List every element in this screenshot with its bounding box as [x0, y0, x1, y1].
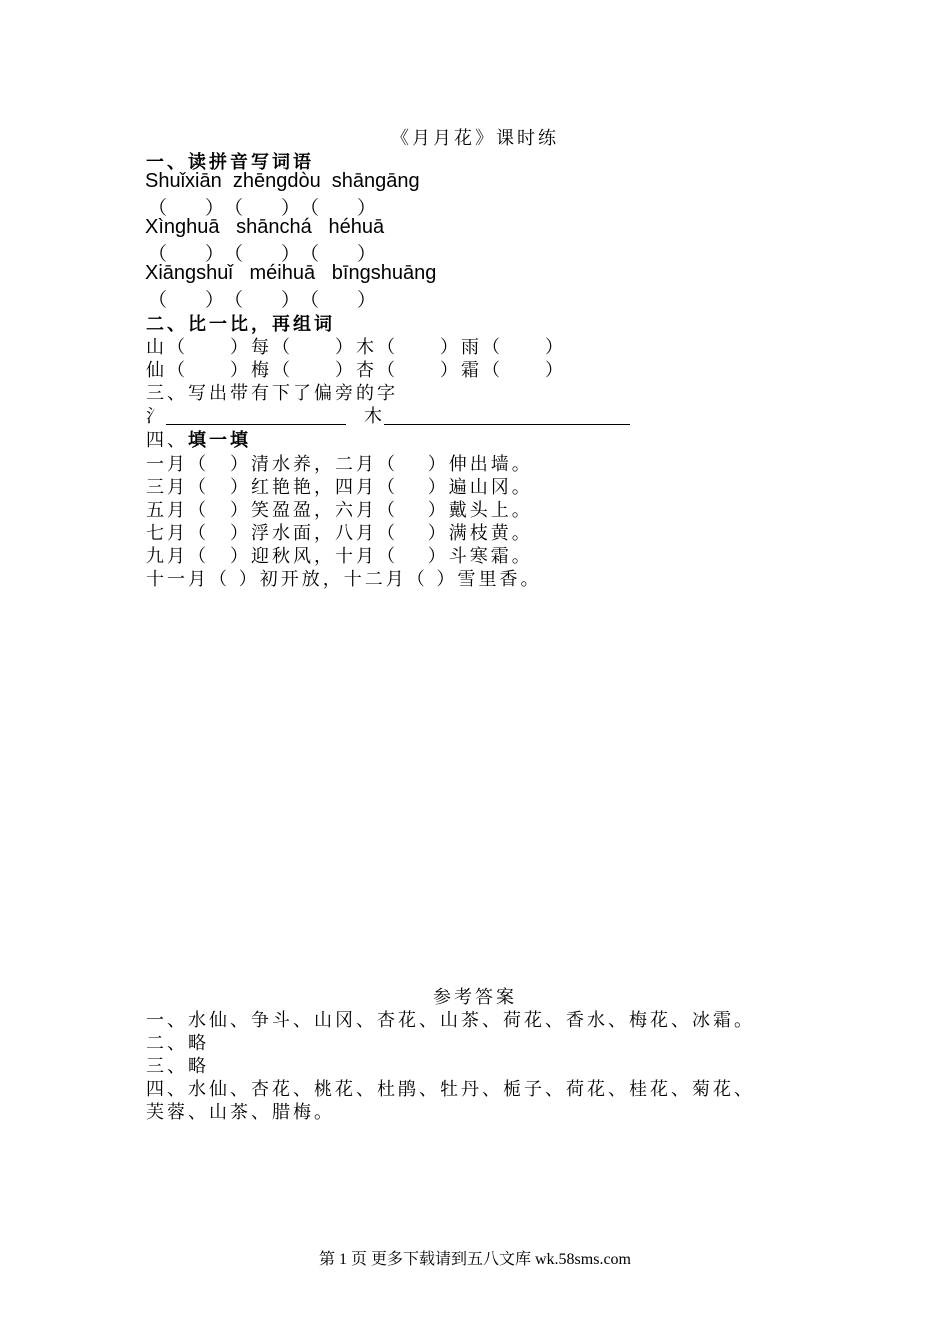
- fill-line-1: 一月（ ）清水养，二月（ ）伸出墙。: [146, 454, 533, 475]
- answer-line-4: 四、水仙、杏花、桃花、杜鹃、牡丹、栀子、荷花、桂花、菊花、: [146, 1079, 755, 1100]
- section2-heading: 二、比一比，再组词: [146, 314, 335, 335]
- answer-blanks-row-2: （ ） （ ） （ ）: [148, 243, 377, 265]
- fill-line-6: 十一月（ ）初开放，十二月（ ）雪里香。: [146, 569, 542, 590]
- section4-heading-prefix: 四、: [146, 430, 188, 451]
- pinyin-line-2: Xìnghuā shānchá héhuā: [145, 216, 385, 238]
- radical-water-label: 氵: [146, 406, 167, 427]
- answer-line-1: 一、水仙、争斗、山冈、杏花、山茶、荷花、香水、梅花、冰霜。: [146, 1010, 755, 1031]
- fill-line-4: 七月（ ）浮水面，八月（ ）满枝黄。: [146, 523, 533, 544]
- answer-blanks-row-3: （ ） （ ） （ ）: [148, 289, 377, 311]
- radical-wood-label: 木: [364, 406, 385, 427]
- section3-heading: 三、写出带有下了偏旁的字: [146, 383, 398, 404]
- pinyin-line-3: Xiāngshuǐ méihuā bīngshuāng: [145, 262, 437, 284]
- section4-heading: [146, 426, 251, 452]
- section1-heading: 一、读拼音写词语: [146, 152, 314, 173]
- radical-wood-answer-line: [384, 424, 630, 425]
- answers-title: 参考答案: [433, 987, 517, 1008]
- section4-heading-main: 填一填: [188, 430, 251, 451]
- fill-line-3: 五月（ ）笑盈盈，六月（ ）戴头上。: [146, 500, 533, 521]
- compare-row-1: 山（ ）每（ ）木（ ）雨（ ）: [146, 337, 566, 358]
- answer-blanks-row-1: （ ） （ ） （ ）: [148, 197, 377, 219]
- page-footer: 第 1 页 更多下载请到五八文库 wk.58sms.com: [318, 1251, 631, 1268]
- radical-water-answer-line: [166, 424, 346, 425]
- compare-row-2: 仙（ ）梅（ ）杏（ ）霜（ ）: [146, 360, 566, 381]
- pinyin-line-1: Shuǐxiān zhēngdòu shāngāng: [145, 170, 420, 192]
- fill-line-5: 九月（ ）迎秋风，十月（ ）斗寒霜。: [146, 546, 533, 567]
- answer-line-3: 三、略: [146, 1056, 209, 1077]
- answer-line-2: 二、略: [146, 1033, 209, 1054]
- fill-line-2: 三月（ ）红艳艳，四月（ ）遍山冈。: [146, 477, 533, 498]
- answer-line-5: 芙蓉、山茶、腊梅。: [146, 1102, 335, 1123]
- worksheet-title: 《月月花》课时练: [391, 128, 559, 149]
